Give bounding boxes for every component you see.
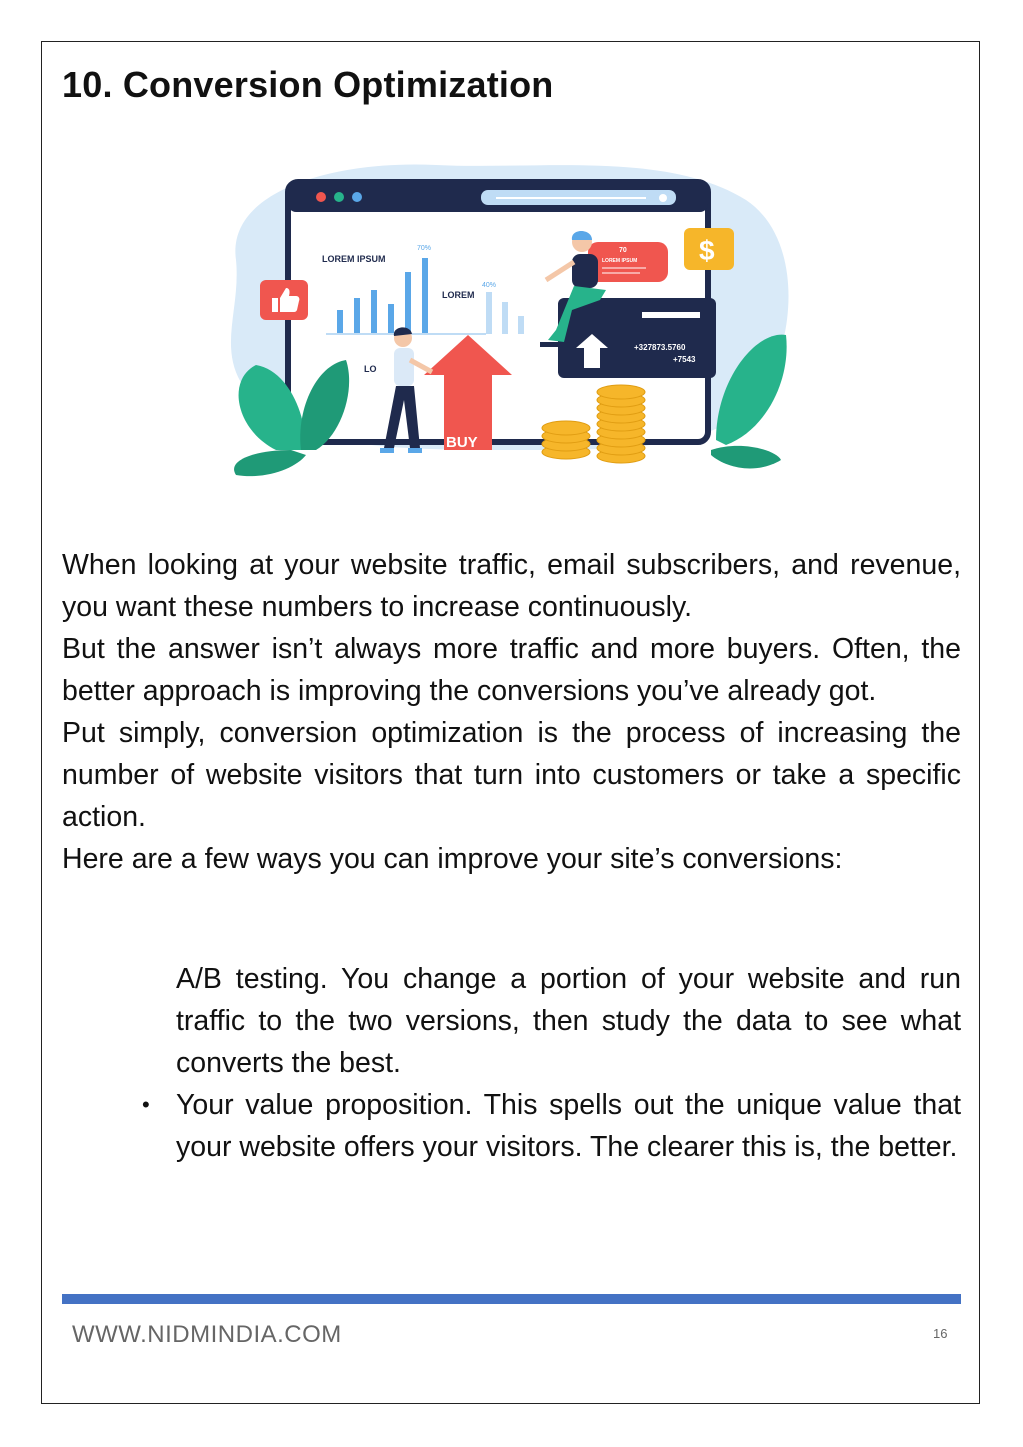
chart-label-1: LOREM IPSUM: [322, 254, 386, 264]
footer-website: WWW.NIDMINDIA.COM: [72, 1321, 342, 1348]
coin-stack-right: [597, 385, 645, 463]
footer-divider: [62, 1294, 961, 1304]
dollar-symbol: $: [699, 235, 715, 266]
buy-label: BUY: [446, 434, 478, 451]
page-title: 10. Conversion Optimization: [62, 64, 554, 105]
window-dot-blue: [352, 192, 362, 202]
paragraph-3: Put simply, conversion optimization is the process of increasing the number of website visitors that turn into customers or take a specific action.: [62, 717, 961, 833]
list-item: [176, 958, 961, 1084]
paragraph-2: But the answer isn’t always more traffic and more buyers. Often, the better approach is improving the conversions you’ve already got.: [62, 633, 961, 707]
bullet-marker: •: [142, 1092, 150, 1117]
paragraph-4: Here are a few ways you can improve your site’s conversions:: [62, 843, 843, 875]
window-dot-green: [334, 192, 344, 202]
chart-label-3: LO: [364, 364, 377, 374]
search-icon: [659, 194, 667, 202]
bubble-title: LOREM IPSUM: [602, 258, 638, 264]
body-text: [62, 544, 961, 880]
window-dot-red: [316, 192, 326, 202]
bubble-number: 70: [619, 247, 627, 254]
chart-label-2: LOREM: [442, 290, 475, 300]
coin-stack-left: [542, 421, 590, 459]
list-item-text: Your value proposition. This spells out the unique value that your website offers your visitors. The clearer this is, the better.: [176, 1089, 961, 1163]
page-number: 16: [933, 1326, 948, 1341]
percent-label-1: 70%: [417, 245, 432, 252]
list-item: [142, 1084, 961, 1168]
percent-label-2: 40%: [482, 282, 497, 289]
card-number-2: +7543: [673, 355, 696, 364]
credit-card: [558, 298, 716, 378]
card-number-1: +327873.5760: [634, 343, 686, 352]
list-item-text: A/B testing. You change a portion of your website and run traffic to the two versions, then study the data to see what converts the best.: [176, 963, 961, 1079]
paragraph-1: When looking at your website traffic, email subscribers, and revenue, you want these numbers to increase continuously.: [62, 549, 961, 623]
bullet-list: [142, 958, 961, 1168]
conversion-illustration: [196, 150, 796, 480]
